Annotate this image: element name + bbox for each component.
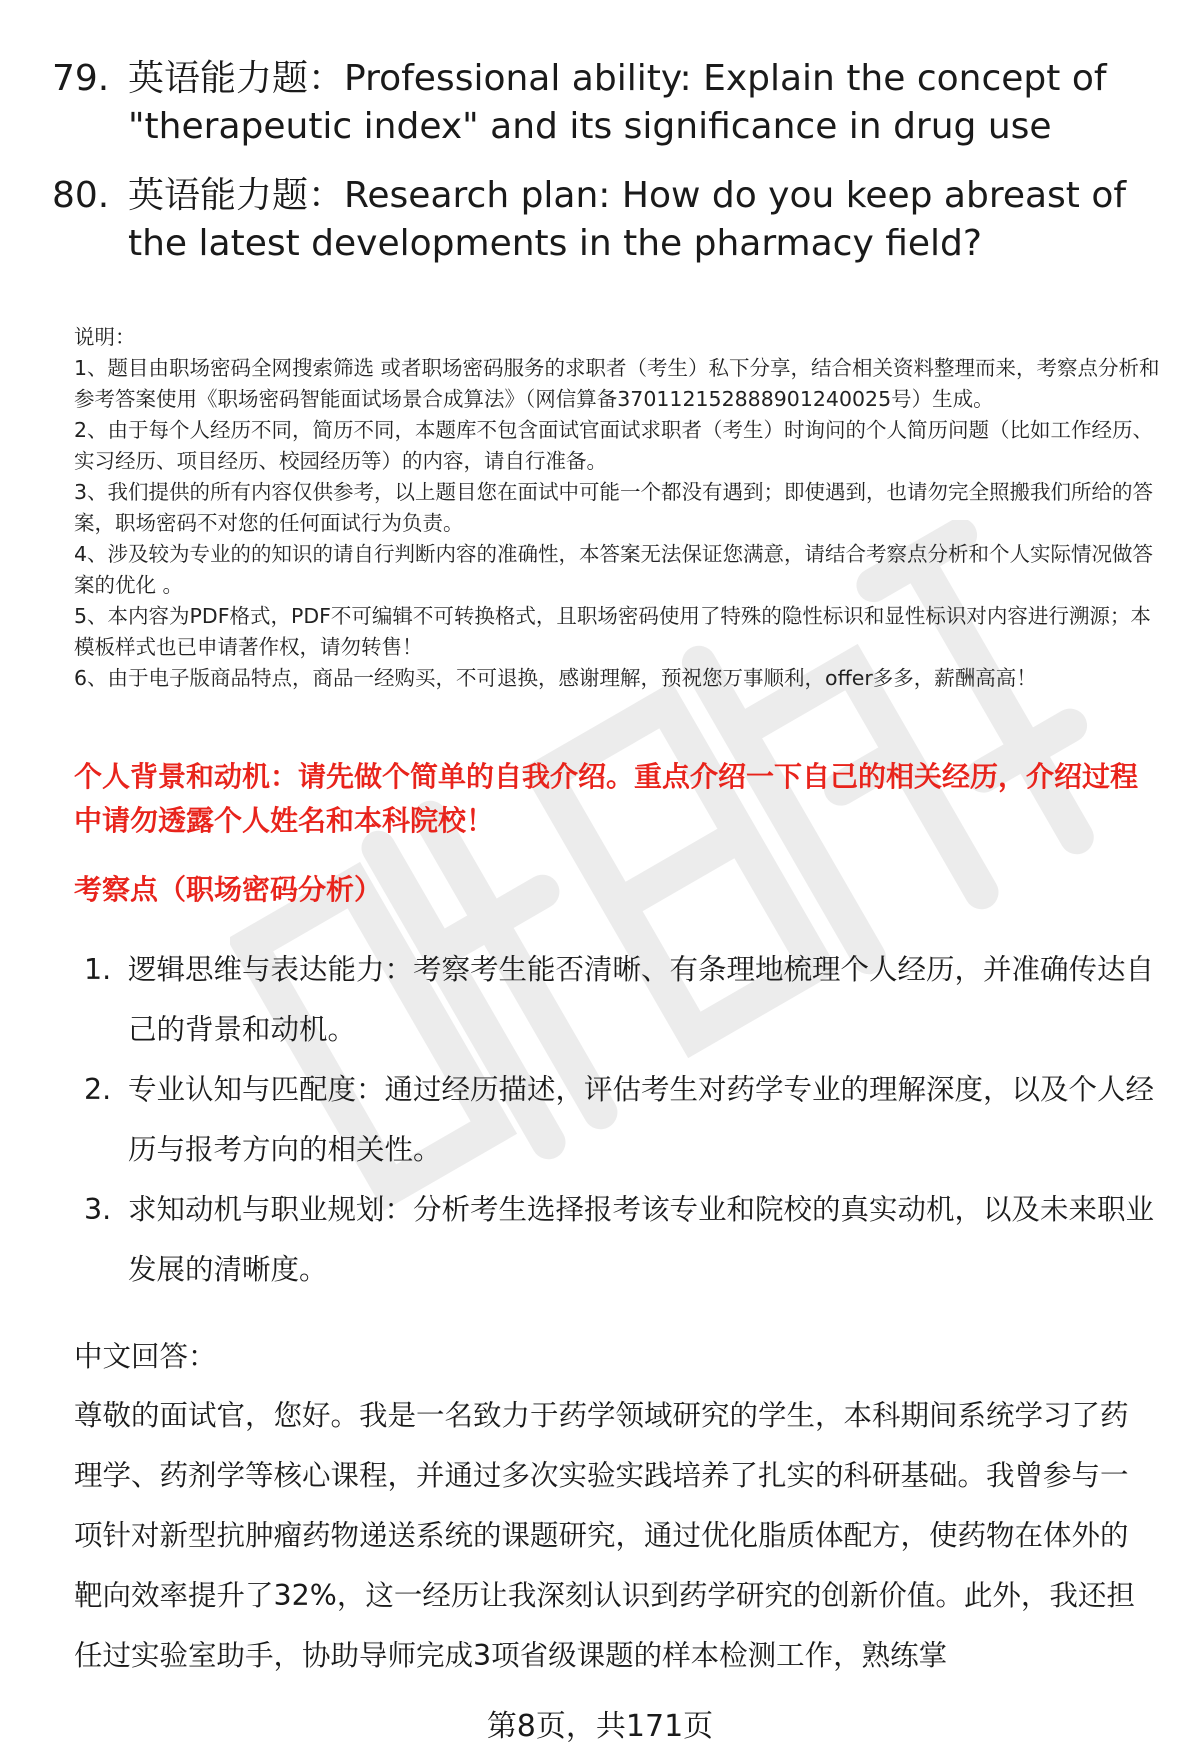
note-item: 4、涉及较为专业的的知识的请自行判断内容的准确性，本答案无法保证您满意，请结合考察点分析和个人实际情况做答案的优化 。 (74, 542, 1154, 597)
point-text: 逻辑思维与表达能力：考察考生能否清晰、有条理地梳理个人经历，并准确传达自己的背景和动机。 (128, 953, 1155, 1046)
answer-text: 尊敬的面试官，您好。我是一名致力于药学领域研究的学生，本科期间系统学习了药理学、药剂学等核心课程，并通过多次实验实践培养了扎实的科研基础。我曾参与一项针对新型抗肿瘤药物递送系统的课题研究，通过优化脂质体配方，使药物在体外的靶向效率提升了32%，这一经历让我深刻认识到药学研究的创新价值。此外，我还担任过实验室助手，协助导师完成3项省级课题的样本检测工作，熟练掌 (74, 1399, 1135, 1672)
notes-heading: 说明： (74, 325, 136, 349)
analysis-title: 考察点（职场密码分析） (74, 873, 383, 906)
question-number: 79. (52, 58, 110, 99)
point-number: 3. (84, 1193, 112, 1226)
section-title: 个人背景和动机：请先做个简单的自我介绍。重点介绍一下自己的相关经历，介绍过程中请勿透露个人姓名和本科院校！ (74, 760, 1139, 837)
note-item: 5、本内容为PDF格式，PDF不可编辑不可转换格式，且职场密码使用了特殊的隐性标识和显性标识对内容进行溯源；本模板样式也已申请著作权，请勿转售！ (74, 604, 1151, 659)
notes-section (74, 322, 1164, 694)
analysis-point (84, 1180, 1160, 1300)
question-79 (52, 55, 1152, 151)
analysis-point (84, 940, 1160, 1060)
question-80 (52, 172, 1152, 268)
point-text: 求知动机与职业规划：分析考生选择报考该专业和院校的真实动机，以及未来职业发展的清晰度。 (128, 1193, 1155, 1286)
note-item: 3、我们提供的所有内容仅供参考，以上题目您在面试中可能一个都没有遇到；即使遇到，也请勿完全照搬我们所给的答案，职场密码不对您的任何面试行为负责。 (74, 480, 1154, 535)
analysis-point (84, 1060, 1160, 1180)
note-item: 6、由于电子版商品特点，商品一经购买，不可退换，感谢理解，预祝您万事顺利，offer多多，薪酬高高！ (74, 666, 1037, 690)
question-number: 80. (52, 175, 110, 216)
question-text: 英语能力题：Research plan: How do you keep abreast of the latest developments in the pharmacy field? (128, 175, 1127, 264)
point-text: 专业认知与匹配度：通过经历描述，评估考生对药学专业的理解深度，以及个人经历与报考方向的相关性。 (128, 1073, 1155, 1166)
note-item: 2、由于每个人经历不同，简历不同，本题库不包含面试官面试求职者（考生）时询问的个人简历问题（比如工作经历、实习经历、项目经历、校园经历等）的内容，请自行准备。 (74, 418, 1154, 473)
page-footer: 第8页，共171页 (486, 1709, 714, 1744)
answer-label: 中文回答： (74, 1340, 217, 1373)
note-item: 1、题目由职场密码全网搜索筛选 或者职场密码服务的求职者（考生）私下分享，结合相关资料整理而来，考察点分析和参考答案使用《职场密码智能面试场景合成算法》（网信算备370112152888901240025号）生成。 (74, 356, 1160, 411)
point-number: 2. (84, 1073, 112, 1106)
point-number: 1. (84, 953, 112, 986)
question-text: 英语能力题：Professional ability: Explain the concept of "therapeutic index" and its significance in drug use (128, 58, 1107, 147)
analysis-points (84, 940, 1160, 1300)
